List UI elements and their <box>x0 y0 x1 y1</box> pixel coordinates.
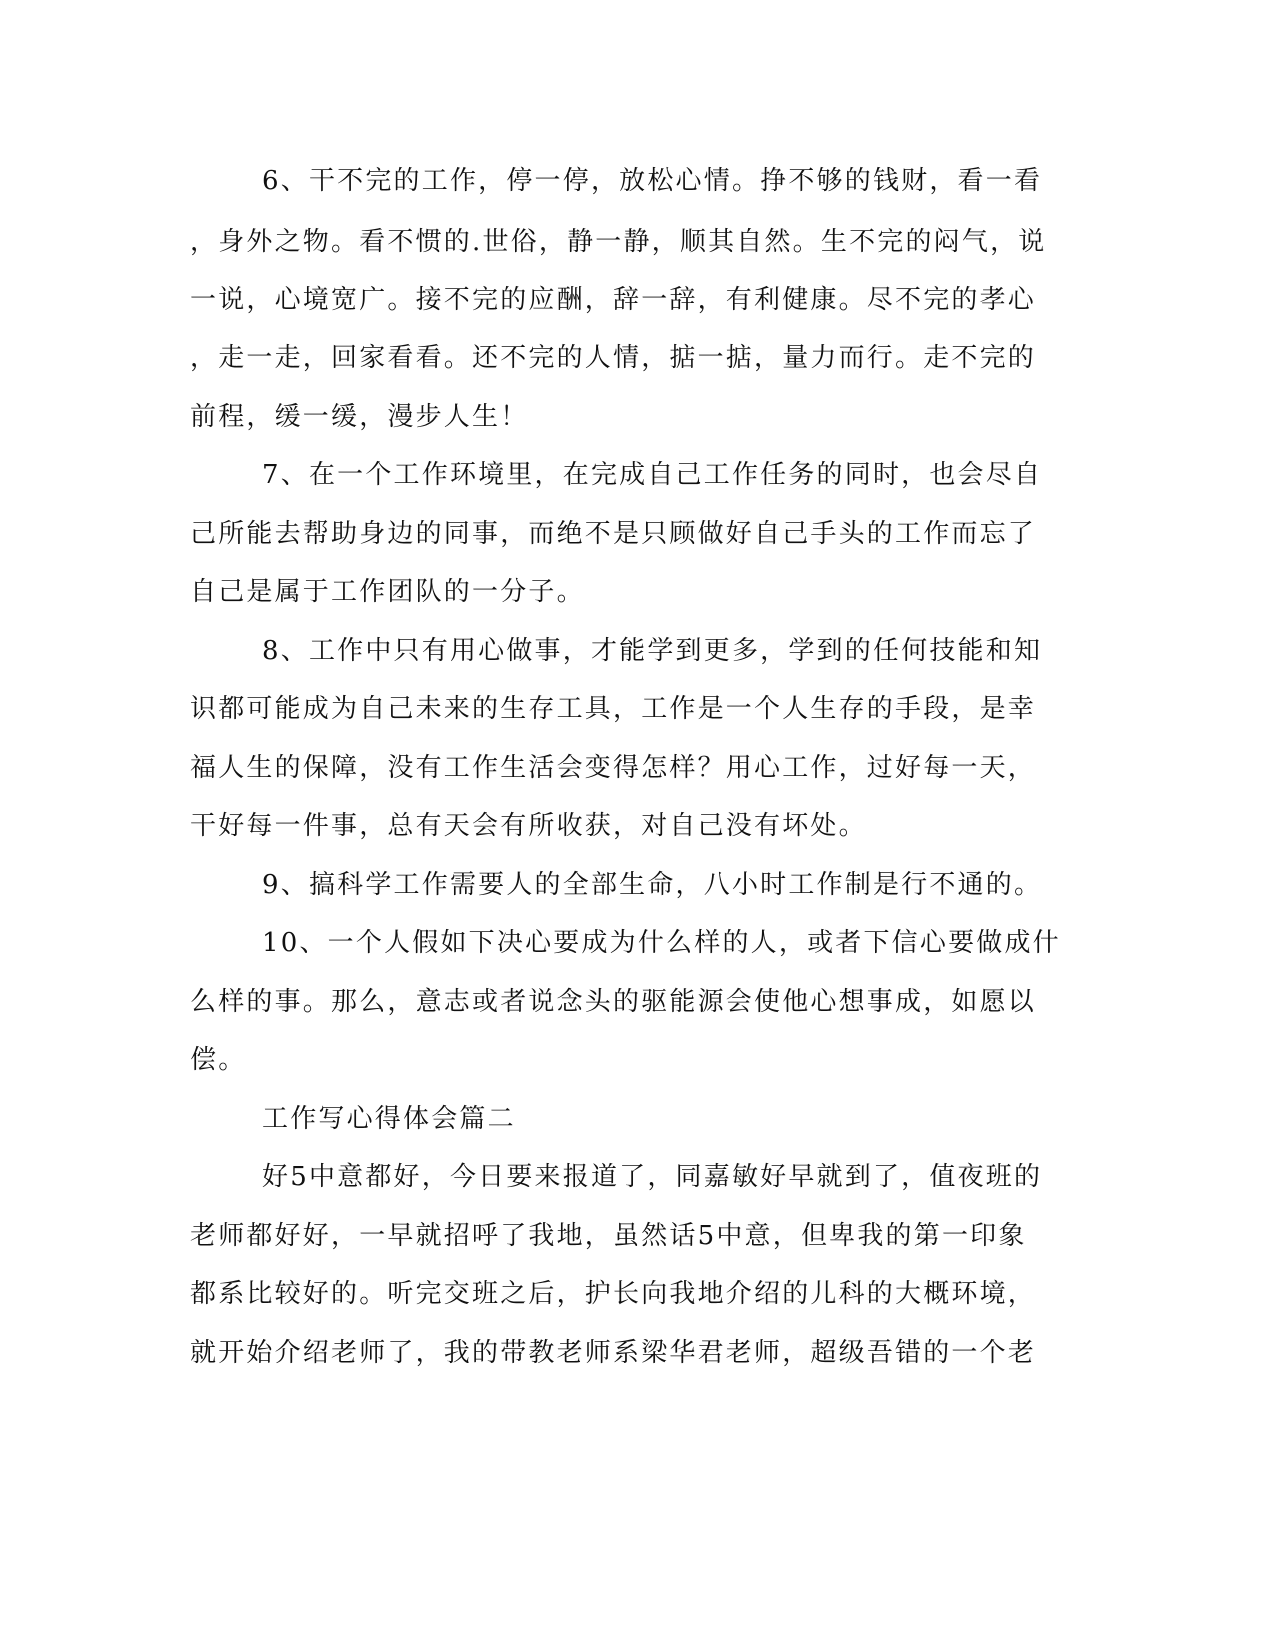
text-line: 一说，心境宽广。接不完的应酬，辞一辞，有利健康。尽不完的孝心 <box>190 285 1037 315</box>
text-line: 福人生的保障，没有工作生活会变得怎样？用心工作，过好每一天， <box>190 753 1037 783</box>
text-line: 都系比较好的。听完交班之后，护长向我地介绍的儿科的大概环境， <box>190 1279 1037 1309</box>
text-line: 好5中意都好，今日要来报道了，同嘉敏好早就到了，值夜班的 <box>262 1162 1043 1192</box>
text-line: 老师都好好，一早就招呼了我地，虽然话5中意，但卑我的第一印象 <box>190 1221 1027 1251</box>
text-line: 就开始介绍老师了，我的带教老师系梁华君老师，超级吾错的一个老 <box>190 1338 1037 1368</box>
text-line: 识都可能成为自己未来的生存工具，工作是一个人生存的手段，是幸 <box>190 694 1037 724</box>
text-line: 偿。 <box>190 1045 247 1075</box>
text-line: 么样的事。那么，意志或者说念头的驱能源会使他心想事成，如愿以 <box>190 987 1037 1017</box>
text-line: 干好每一件事，总有天会有所收获，对自己没有坏处。 <box>190 811 867 841</box>
text-line: ，身外之物。看不惯的.世俗，静一静，顺其自然。生不完的闷气，说 <box>190 227 1047 257</box>
section-heading: 工作写心得体会篇二 <box>262 1104 516 1134</box>
text-line: 8、工作中只有用心做事，才能学到更多，学到的任何技能和知 <box>262 636 1043 666</box>
text-line: 前程，缓一缓，漫步人生！ <box>190 402 529 432</box>
text-line: 自己是属于工作团队的一分子。 <box>190 577 585 607</box>
text-line: ，走一走，回家看看。还不完的人情，掂一掂，量力而行。走不完的 <box>190 343 1037 373</box>
text-line: 10、一个人假如下决心要成为什么样的人，或者下信心要做成什 <box>262 928 1061 958</box>
text-line: 己所能去帮助身边的同事，而绝不是只顾做好自己手头的工作而忘了 <box>190 519 1037 549</box>
text-line: 6、干不完的工作，停一停，放松心情。挣不够的钱财，看一看 <box>262 166 1043 196</box>
text-line: 9、搞科学工作需要人的全部生命，八小时工作制是行不通的。 <box>262 870 1043 900</box>
text-line: 7、在一个工作环境里，在完成自己工作任务的同时，也会尽自 <box>262 460 1043 490</box>
